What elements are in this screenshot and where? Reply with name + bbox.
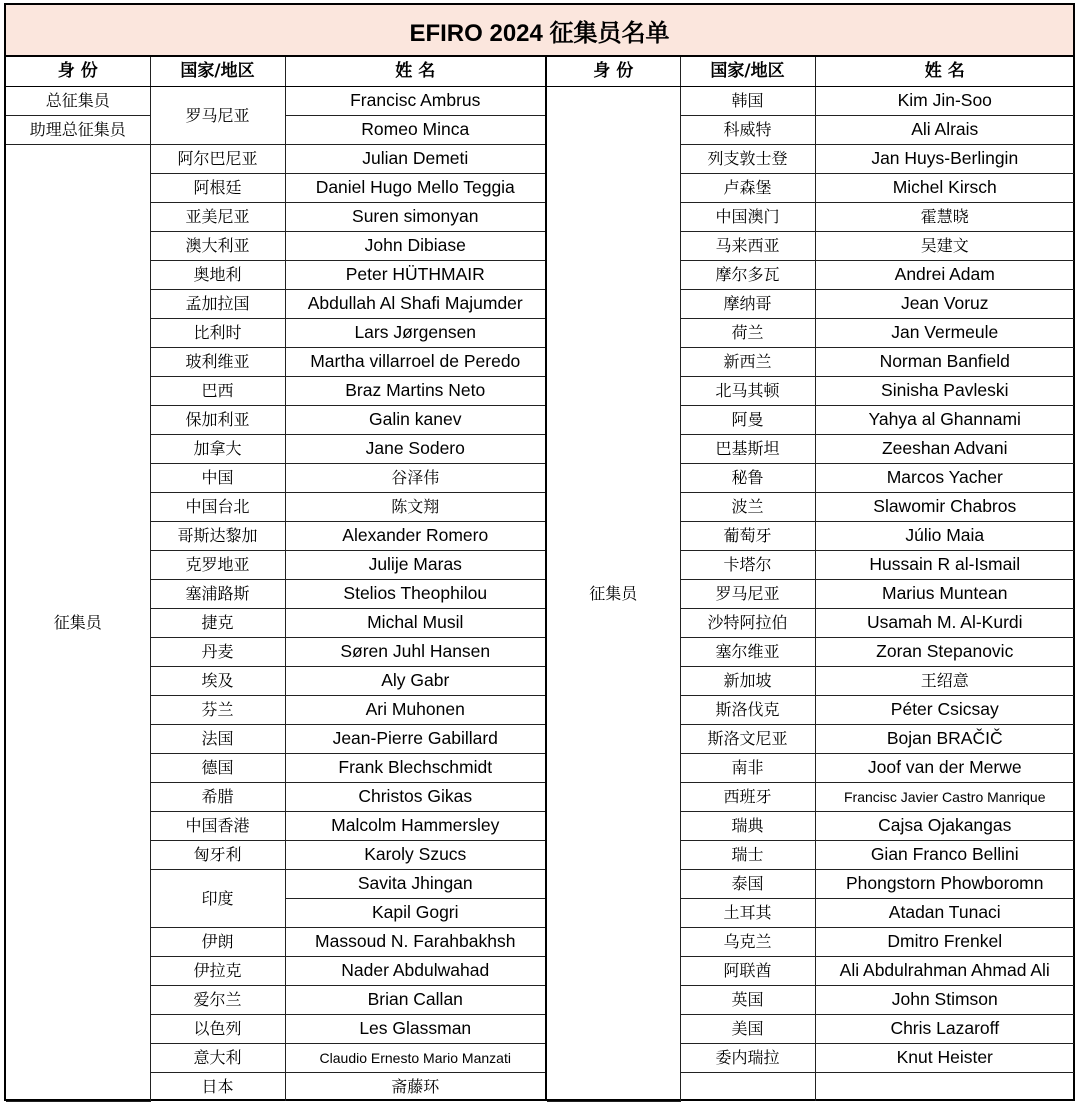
- name-cell: Andrei Adam: [815, 261, 1074, 290]
- name-cell: Gian Franco Bellini: [815, 841, 1074, 870]
- country-cell: 土耳其: [680, 899, 815, 928]
- country-cell: 巴西: [150, 377, 285, 406]
- name-cell: Malcolm Hammersley: [285, 812, 546, 841]
- name-cell: Braz Martins Neto: [285, 377, 546, 406]
- header-country: 国家/地区: [150, 57, 285, 87]
- name-cell: Usamah M. Al-Kurdi: [815, 609, 1074, 638]
- country-cell: 沙特阿拉伯: [680, 609, 815, 638]
- country-cell: 卢森堡: [680, 174, 815, 203]
- name-cell: 谷泽伟: [285, 464, 546, 493]
- country-cell: 巴基斯坦: [680, 435, 815, 464]
- country-cell: [680, 1073, 815, 1102]
- name-cell: Frank Blechschmidt: [285, 754, 546, 783]
- country-cell: 爱尔兰: [150, 986, 285, 1015]
- country-cell: 埃及: [150, 667, 285, 696]
- country-cell: 芬兰: [150, 696, 285, 725]
- header-row: [547, 57, 1074, 87]
- role-cell: 征集员: [547, 87, 680, 1102]
- name-cell: Claudio Ernesto Mario Manzati: [285, 1044, 546, 1073]
- country-cell: 斯洛伐克: [680, 696, 815, 725]
- country-cell: 中国: [150, 464, 285, 493]
- country-cell: 玻利维亚: [150, 348, 285, 377]
- document-title: EFIRO 2024 征集员名单: [6, 5, 1073, 57]
- name-cell: Savita Jhingan: [285, 870, 546, 899]
- name-cell: Knut Heister: [815, 1044, 1074, 1073]
- name-cell: Júlio Maia: [815, 522, 1074, 551]
- country-cell: 马来西亚: [680, 232, 815, 261]
- country-cell: 瑞典: [680, 812, 815, 841]
- header-name: 姓 名: [815, 57, 1074, 87]
- name-cell: Ali Alrais: [815, 116, 1074, 145]
- name-cell: Francisc Javier Castro Manrique: [815, 783, 1074, 812]
- name-cell: John Stimson: [815, 986, 1074, 1015]
- name-cell: Jean-Pierre Gabillard: [285, 725, 546, 754]
- name-cell: Massoud N. Farahbakhsh: [285, 928, 546, 957]
- country-cell: 比利时: [150, 319, 285, 348]
- country-cell: 中国台北: [150, 493, 285, 522]
- name-cell: Suren simonyan: [285, 203, 546, 232]
- country-cell: 摩尔多瓦: [680, 261, 815, 290]
- left-roster-table: [6, 57, 547, 1102]
- name-cell: Karoly Szucs: [285, 841, 546, 870]
- country-cell: 中国香港: [150, 812, 285, 841]
- table-row: [6, 87, 546, 116]
- header-role: 身 份: [6, 57, 150, 87]
- name-cell: Joof van der Merwe: [815, 754, 1074, 783]
- country-cell: 新西兰: [680, 348, 815, 377]
- name-cell: Søren Juhl Hansen: [285, 638, 546, 667]
- country-cell: 印度: [150, 870, 285, 928]
- name-cell: [815, 1073, 1074, 1102]
- country-cell: 阿尔巴尼亚: [150, 145, 285, 174]
- country-cell: 美国: [680, 1015, 815, 1044]
- country-cell: 意大利: [150, 1044, 285, 1073]
- name-cell: Lars Jørgensen: [285, 319, 546, 348]
- country-cell: 摩纳哥: [680, 290, 815, 319]
- name-cell: Martha villarroel de Peredo: [285, 348, 546, 377]
- country-cell: 保加利亚: [150, 406, 285, 435]
- country-cell: 奥地利: [150, 261, 285, 290]
- name-cell: Les Glassman: [285, 1015, 546, 1044]
- name-cell: Christos Gikas: [285, 783, 546, 812]
- name-cell: Nader Abdulwahad: [285, 957, 546, 986]
- country-cell: 捷克: [150, 609, 285, 638]
- country-cell: 瑞士: [680, 841, 815, 870]
- name-cell: Aly Gabr: [285, 667, 546, 696]
- country-cell: 阿根廷: [150, 174, 285, 203]
- country-cell: 北马其顿: [680, 377, 815, 406]
- country-cell: 罗马尼亚: [680, 580, 815, 609]
- name-cell: 吴建文: [815, 232, 1074, 261]
- name-cell: Jan Huys-Berlingin: [815, 145, 1074, 174]
- country-cell: 委内瑞拉: [680, 1044, 815, 1073]
- name-cell: 陈文翔: [285, 493, 546, 522]
- country-cell: 卡塔尔: [680, 551, 815, 580]
- country-cell: 荷兰: [680, 319, 815, 348]
- roster-sheet: [4, 3, 1075, 1101]
- country-cell: 南非: [680, 754, 815, 783]
- name-cell: 王绍意: [815, 667, 1074, 696]
- name-cell: 斋藤环: [285, 1073, 546, 1102]
- country-cell: 塞浦路斯: [150, 580, 285, 609]
- header-row: [6, 57, 546, 87]
- country-cell: 日本: [150, 1073, 285, 1102]
- name-cell: Stelios Theophilou: [285, 580, 546, 609]
- table-row: [547, 87, 1074, 116]
- country-cell: 阿联酋: [680, 957, 815, 986]
- country-cell: 波兰: [680, 493, 815, 522]
- role-cell: 总征集员: [6, 87, 150, 116]
- role-cell: 征集员: [6, 145, 150, 1102]
- country-cell: 罗马尼亚: [150, 87, 285, 145]
- name-cell: Ali Abdulrahman Ahmad Ali: [815, 957, 1074, 986]
- country-cell: 德国: [150, 754, 285, 783]
- name-cell: Marius Muntean: [815, 580, 1074, 609]
- name-cell: Norman Banfield: [815, 348, 1074, 377]
- name-cell: Dmitro Frenkel: [815, 928, 1074, 957]
- name-cell: Bojan BRAČIČ: [815, 725, 1074, 754]
- name-cell: Abdullah Al Shafi Majumder: [285, 290, 546, 319]
- header-role: 身 份: [547, 57, 680, 87]
- country-cell: 英国: [680, 986, 815, 1015]
- country-cell: 亚美尼亚: [150, 203, 285, 232]
- name-cell: Yahya al Ghannami: [815, 406, 1074, 435]
- name-cell: Marcos Yacher: [815, 464, 1074, 493]
- country-cell: 希腊: [150, 783, 285, 812]
- role-cell: 助理总征集员: [6, 116, 150, 145]
- name-cell: Brian Callan: [285, 986, 546, 1015]
- name-cell: Chris Lazaroff: [815, 1015, 1074, 1044]
- country-cell: 丹麦: [150, 638, 285, 667]
- header-country: 国家/地区: [680, 57, 815, 87]
- country-cell: 孟加拉国: [150, 290, 285, 319]
- name-cell: John Dibiase: [285, 232, 546, 261]
- country-cell: 克罗地亚: [150, 551, 285, 580]
- name-cell: Michal Musil: [285, 609, 546, 638]
- header-name: 姓 名: [285, 57, 546, 87]
- name-cell: Sinisha Pavleski: [815, 377, 1074, 406]
- name-cell: Phongstorn Phowboromn: [815, 870, 1074, 899]
- name-cell: Zeeshan Advani: [815, 435, 1074, 464]
- country-cell: 西班牙: [680, 783, 815, 812]
- name-cell: Jane Sodero: [285, 435, 546, 464]
- country-cell: 加拿大: [150, 435, 285, 464]
- country-cell: 法国: [150, 725, 285, 754]
- country-cell: 伊拉克: [150, 957, 285, 986]
- name-cell: Zoran Stepanovic: [815, 638, 1074, 667]
- country-cell: 匈牙利: [150, 841, 285, 870]
- name-cell: Jan Vermeule: [815, 319, 1074, 348]
- name-cell: Galin kanev: [285, 406, 546, 435]
- table-row: [6, 145, 546, 174]
- name-cell: Julije Maras: [285, 551, 546, 580]
- name-cell: Cajsa Ojakangas: [815, 812, 1074, 841]
- country-cell: 塞尔维亚: [680, 638, 815, 667]
- name-cell: Slawomir Chabros: [815, 493, 1074, 522]
- name-cell: Jean Voruz: [815, 290, 1074, 319]
- name-cell: Kim Jin-Soo: [815, 87, 1074, 116]
- name-cell: Michel Kirsch: [815, 174, 1074, 203]
- country-cell: 科威特: [680, 116, 815, 145]
- name-cell: Julian Demeti: [285, 145, 546, 174]
- name-cell: Hussain R al-Ismail: [815, 551, 1074, 580]
- country-cell: 乌克兰: [680, 928, 815, 957]
- country-cell: 中国澳门: [680, 203, 815, 232]
- country-cell: 列支敦士登: [680, 145, 815, 174]
- country-cell: 泰国: [680, 870, 815, 899]
- name-cell: Péter Csicsay: [815, 696, 1074, 725]
- name-cell: Peter HÜTHMAIR: [285, 261, 546, 290]
- name-cell: Francisc Ambrus: [285, 87, 546, 116]
- country-cell: 斯洛文尼亚: [680, 725, 815, 754]
- country-cell: 澳大利亚: [150, 232, 285, 261]
- country-cell: 哥斯达黎加: [150, 522, 285, 551]
- name-cell: 霍慧晓: [815, 203, 1074, 232]
- name-cell: Romeo Minca: [285, 116, 546, 145]
- country-cell: 以色列: [150, 1015, 285, 1044]
- country-cell: 新加坡: [680, 667, 815, 696]
- name-cell: Daniel Hugo Mello Teggia: [285, 174, 546, 203]
- country-cell: 阿曼: [680, 406, 815, 435]
- country-cell: 伊朗: [150, 928, 285, 957]
- name-cell: Kapil Gogri: [285, 899, 546, 928]
- name-cell: Ari Muhonen: [285, 696, 546, 725]
- name-cell: Atadan Tunaci: [815, 899, 1074, 928]
- country-cell: 韩国: [680, 87, 815, 116]
- name-cell: Alexander Romero: [285, 522, 546, 551]
- right-roster-table: [547, 57, 1074, 1102]
- country-cell: 葡萄牙: [680, 522, 815, 551]
- country-cell: 秘鲁: [680, 464, 815, 493]
